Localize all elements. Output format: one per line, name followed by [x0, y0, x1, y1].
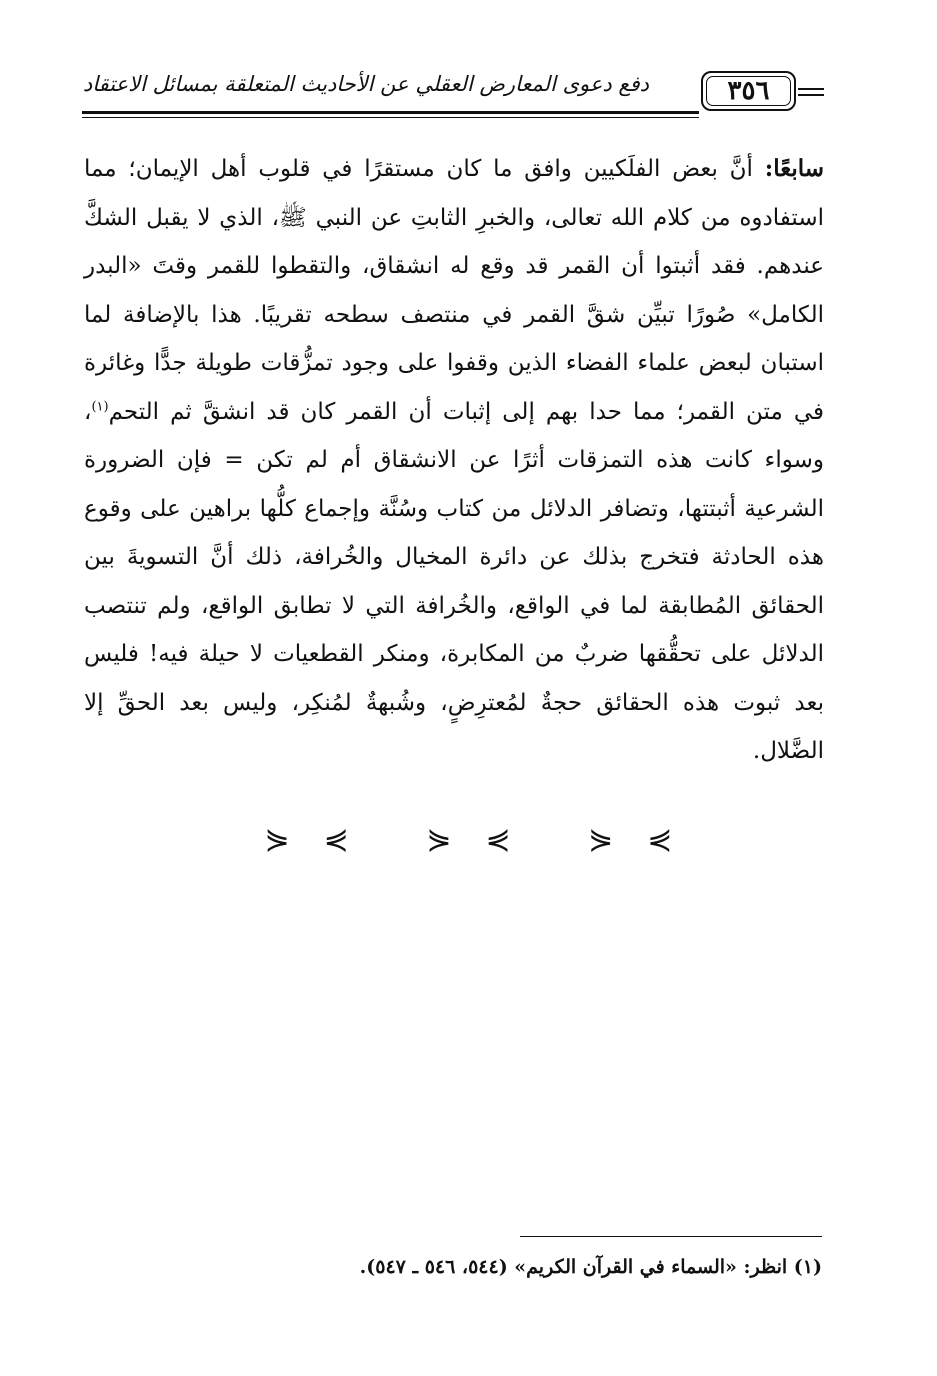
section-lead: سابعًا: [764, 155, 825, 182]
footnote-reference[interactable]: (١) [91, 398, 109, 414]
header-tick [798, 94, 824, 96]
footnote-separator [520, 1236, 822, 1237]
running-title: دفع دعوى المعارض العقلي عن الأحاديث المتعلقة بمسائل الاعتقاد [82, 72, 649, 96]
page-number: ٣٥٦ [727, 76, 770, 106]
paragraph-text: أنَّ بعض الفلَكيين وافق ما كان مستقرًا في قلوب أهل الإيمان؛ مما استفادوه من كلام الله تعالى، والخبرِ الثابتِ عن النبي ﷺ، الذي لا يقبل الشكَّ عندهم. فقد أثبتوا أن القمر قد وقع له انشقاق، والتقطوا للقمر وقتَ «البدر الكامل» صُورًا تبيِّن شقَّ القمر في منتصف سطحه تقريبًا. هذا بالإضافة لما استبان لبعض علماء الفضاء الذين وقفوا على وجود تمزُّقات طويلة جدًّا وغائرة في متن القمر؛ مما حدا بهم إلى إثبات أن القمر كان قد انشقَّ ثم التحم [84, 156, 824, 425]
section-divider-ornament: ⋟⋞ ⋟⋞ ⋟⋞ [264, 822, 707, 857]
header-rule-thin [82, 117, 699, 118]
paragraph-text-continued: ، وسواء كانت هذه التمزقات أثرًا عن الانشقاق أم لم تكن = فإن الضرورة الشرعية أثبتتها، وتضافر الدلائل من كتاب وسُنَّة وإجماع كلُّها براهين على وقوع هذه الحادثة فتخرج بذلك عن دائرة المخيال والخُرافة، ذلك أنَّ التسويةَ بين الحقائق المُطابقة لما في الواقع، والخُرافة التي لا تطابق الواقع، ولم تنتصب الدلائل على تحقُّقها ضربٌ من المكابرة، ومنكر القطعيات لا حيلة فيه! فليس بعد ثبوت هذه الحقائق حجةٌ لمُعترِضٍ، وشُبهةٌ لمُنكِر، وليس بعد الحقِّ إلا الضَّلال. [84, 398, 824, 764]
header-rule [82, 111, 699, 114]
footnote: (١) انظر: «السماء في القرآن الكريم» (٥٤٤، ٥٤٦ ـ ٥٤٧). [359, 1256, 822, 1278]
page-number-frame [701, 71, 796, 111]
header-tick [798, 88, 824, 90]
page-header [82, 66, 824, 126]
main-paragraph [84, 145, 824, 776]
